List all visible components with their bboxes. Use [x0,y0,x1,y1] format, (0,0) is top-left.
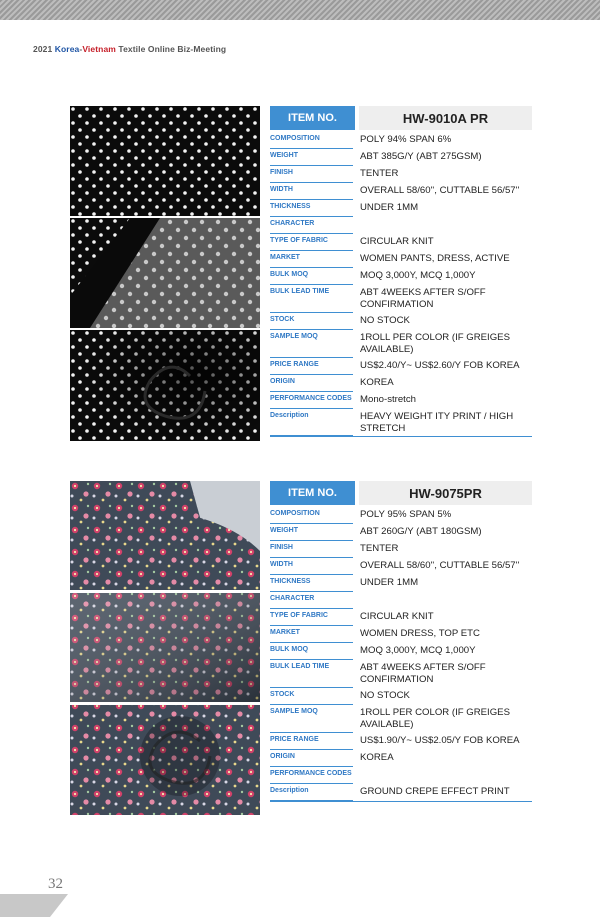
spec-label: TYPE OF FABRIC [270,234,353,251]
spec-label: WEIGHT [270,524,353,541]
spec-label: WEIGHT [270,149,353,166]
spec-value: CIRCULAR KNIT [360,611,434,622]
spec-row [270,524,532,541]
fabric-swatch-image-2 [70,481,260,815]
spec-label: STOCK [270,313,353,330]
spec-label: COMPOSITION [270,132,353,149]
spec-label: ORIGIN [270,375,353,392]
spec-row [270,251,532,268]
spec-label: CHARACTER [270,217,353,234]
spec-row [270,660,532,688]
spec-label: Description [270,784,353,801]
spec-value: ABT 4WEEKS AFTER S/OFF CONFIRMATION [360,662,486,685]
spec-row [270,592,532,609]
spec-row [270,183,532,200]
spec-label: BULK MOQ [270,643,353,660]
spec-value: KOREA [360,752,394,763]
spec-value: OVERALL 58/60'', CUTTABLE 56/57'' [360,185,520,196]
header-vietnam: Vietnam [82,44,116,54]
spec-label: Description [270,409,353,436]
spec-row [270,217,532,234]
spec-value: ABT 4WEEKS AFTER S/OFF CONFIRMATION [360,287,486,310]
spec-value: ABT 260G/Y (ABT 180GSM) [360,526,482,537]
spec-row [270,409,532,437]
corner-decoration [0,894,80,917]
spec-row [270,313,532,330]
spec-label: THICKNESS [270,575,353,592]
spec-value: NO STOCK [360,690,410,701]
page-header [33,44,226,54]
spec-row [270,767,532,784]
spec-row [270,705,532,733]
spec-label: PERFORMANCE CODES [270,392,353,409]
spec-value: POLY 95% SPAN 5% [360,509,452,520]
spec-row [270,166,532,183]
spec-row [270,626,532,643]
spec-label: WIDTH [270,558,353,575]
spec-row [270,375,532,392]
spec-value: TENTER [360,543,399,554]
item-no-value: HW-9075PR [359,481,532,505]
spec-value: CIRCULAR KNIT [360,236,434,247]
spec-label: SAMPLE MOQ [270,330,353,358]
spec-value: POLY 94% SPAN 6% [360,134,452,145]
spec-label: TYPE OF FABRIC [270,609,353,626]
spec-row [270,558,532,575]
spec-label: SAMPLE MOQ [270,705,353,733]
spec-row [270,392,532,409]
spec-value: HEAVY WEIGHT ITY PRINT / HIGH STRETCH [360,411,514,434]
spec-value: MOQ 3,000Y, MCQ 1,000Y [360,645,476,656]
spec-value: 1ROLL PER COLOR (IF GREIGES AVAILABLE) [360,332,510,355]
item-no-label: ITEM NO. [270,106,355,130]
spec-row [270,149,532,166]
spec-label: CHARACTER [270,592,353,609]
product-spec-table-1 [270,106,532,437]
spec-value: ABT 385G/Y (ABT 275GSM) [360,151,482,162]
spec-row [270,541,532,558]
spec-row [270,609,532,626]
spec-value: OVERALL 58/60'', CUTTABLE 56/57'' [360,560,520,571]
spec-label: BULK MOQ [270,268,353,285]
spec-value [360,767,532,784]
spec-row [270,268,532,285]
spec-row [270,285,532,313]
top-hatched-band [0,0,600,20]
spec-label: FINISH [270,541,353,558]
header-title: Textile Online Biz-Meeting [118,44,227,54]
spec-value: TENTER [360,168,399,179]
spec-value: KOREA [360,377,394,388]
item-no-value: HW-9010A PR [359,106,532,130]
spec-label: PRICE RANGE [270,733,353,750]
spec-row [270,784,532,802]
spec-value: US$1.90/Y~ US$2.05/Y FOB KOREA [360,735,520,746]
spec-row [270,733,532,750]
spec-row [270,643,532,660]
spec-label: MARKET [270,626,353,643]
spec-row [270,358,532,375]
spec-row [270,575,532,592]
header-korea: Korea [54,44,80,54]
spec-value: GROUND CREPE EFFECT PRINT [360,786,510,797]
spec-label: THICKNESS [270,200,353,217]
spec-label: MARKET [270,251,353,268]
spec-label: BULK LEAD TIME [270,285,353,313]
spec-row [270,750,532,767]
spec-row [270,200,532,217]
header-dash: - [79,44,83,54]
spec-value: UNDER 1MM [360,577,419,588]
spec-label: STOCK [270,688,353,705]
spec-label: COMPOSITION [270,507,353,524]
page-number: 32 [48,876,63,892]
spec-row [270,507,532,524]
product-spec-table-2 [270,481,532,802]
spec-label: WIDTH [270,183,353,200]
spec-value: NO STOCK [360,315,410,326]
spec-value: WOMEN DRESS, TOP ETC [360,628,480,639]
spec-value: Mono-stretch [360,394,416,405]
spec-row [270,234,532,251]
spec-value [360,217,532,234]
spec-value: UNDER 1MM [360,202,419,213]
spec-row [270,330,532,358]
spec-value: US$2.40/Y~ US$2.60/Y FOB KOREA [360,360,520,371]
spec-label: PERFORMANCE CODES [270,767,353,784]
fabric-swatch-image-1 [70,106,260,441]
spec-label: FINISH [270,166,353,183]
spec-label: PRICE RANGE [270,358,353,375]
spec-label: ORIGIN [270,750,353,767]
item-no-label: ITEM NO. [270,481,355,505]
spec-label: BULK LEAD TIME [270,660,353,688]
spec-value: MOQ 3,000Y, MCQ 1,000Y [360,270,476,281]
spec-value [360,592,532,609]
header-year: 2021 [33,44,53,54]
spec-row [270,132,532,149]
spec-value: 1ROLL PER COLOR (IF GREIGES AVAILABLE) [360,707,510,730]
spec-value: WOMEN PANTS, DRESS, ACTIVE [360,253,510,264]
spec-row [270,688,532,705]
